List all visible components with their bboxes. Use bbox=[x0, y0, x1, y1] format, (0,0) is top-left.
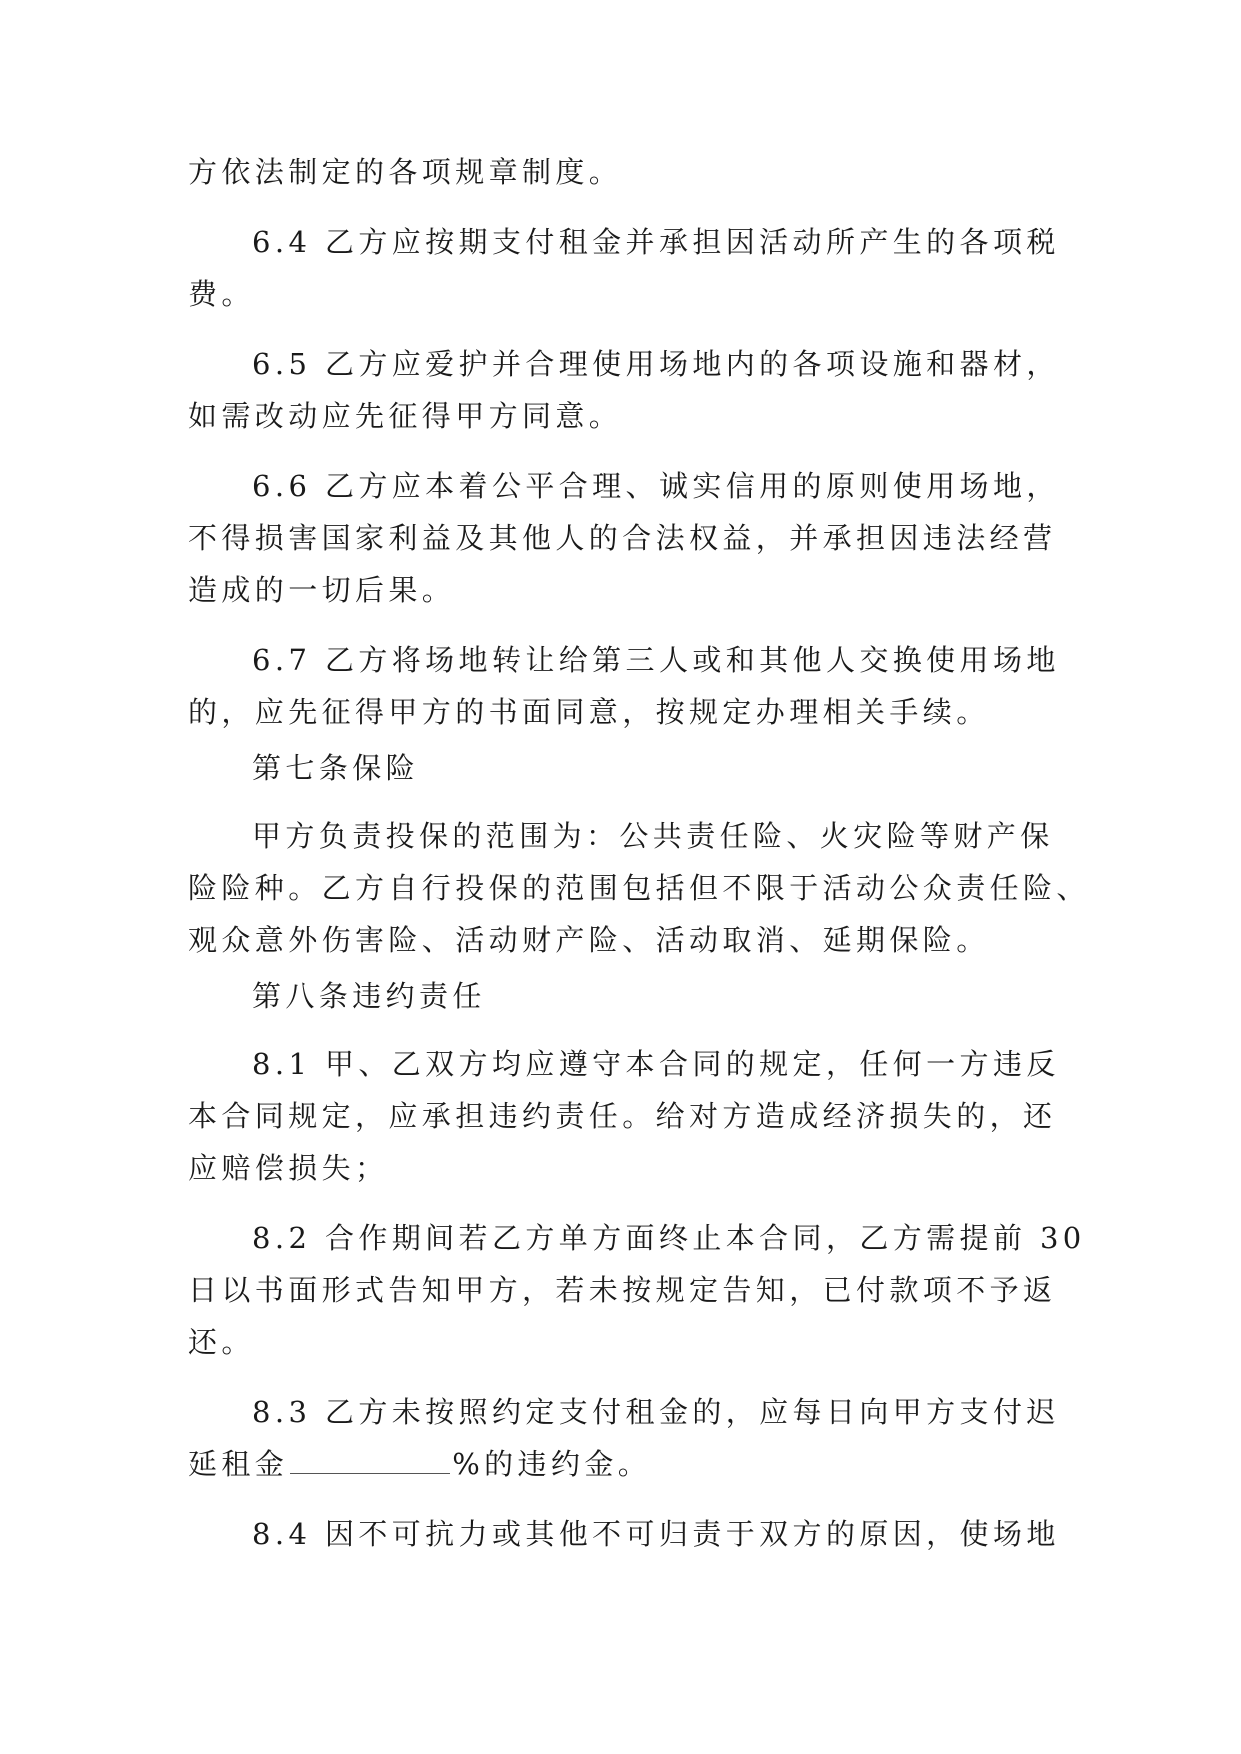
clause-8-1: 8.1 甲、乙双方均应遵守本合同的规定，任何一方违反 bbox=[252, 1047, 1060, 1081]
clause-8-2: 8.2 合作期间若乙方单方面终止本合同，乙方需提前 30 bbox=[252, 1221, 1086, 1255]
clause-6-5: 6.5 乙方应爱护并合理使用场地内的各项设施和器材， bbox=[252, 347, 1060, 381]
paragraph-line: 的，应先征得甲方的书面同意，按规定办理相关手续。 bbox=[188, 695, 990, 729]
paragraph-line: 观众意外伤害险、活动财产险、活动取消、延期保险。 bbox=[188, 923, 990, 957]
paragraph-line: 应赔偿损失； bbox=[188, 1151, 389, 1185]
clause-6-6: 6.6 乙方应本着公平合理、诚实信用的原则使用场地， bbox=[252, 469, 1060, 503]
insurance-paragraph: 甲方负责投保的范围为：公共责任险、火灾险等财产保 bbox=[252, 819, 1054, 853]
text-after-blank: %的违约金。 bbox=[452, 1447, 652, 1481]
paragraph-line: 不得损害国家利益及其他人的合法权益，并承担因违法经营 bbox=[188, 521, 1057, 555]
paragraph-line: 造成的一切后果。 bbox=[188, 573, 456, 607]
paragraph-line: 方依法制定的各项规章制度。 bbox=[188, 155, 623, 189]
fill-in-blank bbox=[290, 1447, 450, 1474]
section-heading-8: 第八条违约责任 bbox=[252, 979, 486, 1013]
paragraph-line: 还。 bbox=[188, 1325, 255, 1359]
section-heading-7: 第七条保险 bbox=[252, 751, 420, 785]
clause-6-4: 6.4 乙方应按期支付租金并承担因活动所产生的各项税 bbox=[252, 225, 1060, 259]
paragraph-line: 如需改动应先征得甲方同意。 bbox=[188, 399, 623, 433]
text-before-blank: 延租金 bbox=[188, 1447, 289, 1481]
paragraph-line: 本合同规定，应承担违约责任。给对方造成经济损失的，还 bbox=[188, 1099, 1057, 1133]
paragraph-line-with-blank bbox=[188, 1442, 651, 1486]
paragraph-line: 日以书面形式告知甲方，若未按规定告知，已付款项不予返 bbox=[188, 1273, 1057, 1307]
paragraph-line: 险险种。乙方自行投保的范围包括但不限于活动公众责任险、 bbox=[188, 871, 1090, 905]
clause-6-7: 6.7 乙方将场地转让给第三人或和其他人交换使用场地 bbox=[252, 643, 1060, 677]
clause-8-4: 8.4 因不可抗力或其他不可归责于双方的原因，使场地 bbox=[252, 1517, 1060, 1551]
paragraph-line: 费。 bbox=[188, 277, 255, 311]
clause-8-3: 8.3 乙方未按照约定支付租金的，应每日向甲方支付迟 bbox=[252, 1395, 1060, 1429]
